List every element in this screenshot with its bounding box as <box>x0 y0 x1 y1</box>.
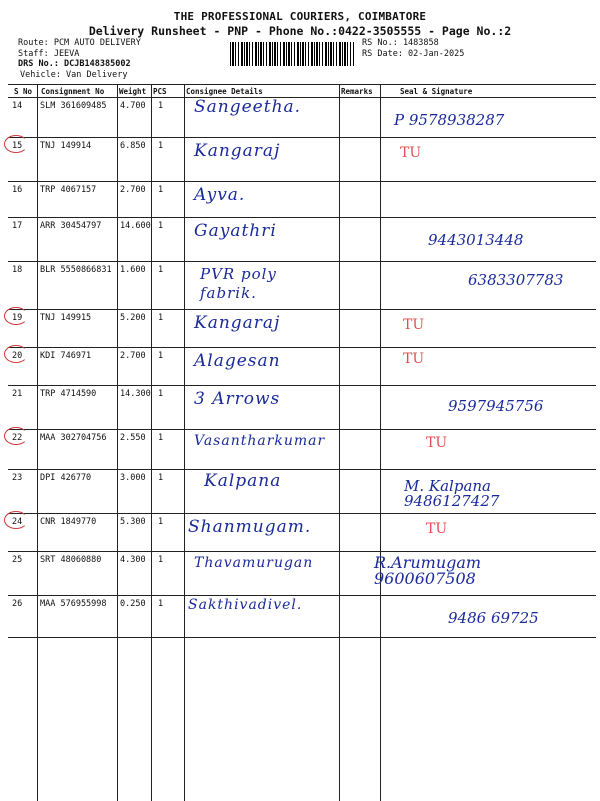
row-weight: 1.600 <box>120 265 146 275</box>
row-pcs: 1 <box>158 473 164 483</box>
row-consignment: SRT 48060880 <box>40 555 102 565</box>
row-weight: 14.600 <box>120 221 151 231</box>
row-sno: 25 <box>12 555 23 565</box>
consignee-name: Sangeetha. <box>194 97 302 117</box>
signature: TU <box>403 351 425 367</box>
row-pcs: 1 <box>158 185 164 195</box>
signature: TU <box>403 317 425 333</box>
row-pcs: 1 <box>158 265 164 275</box>
row-sno: 16 <box>12 185 23 195</box>
table-row <box>8 309 596 348</box>
signature: TU <box>426 521 448 537</box>
row-weight: 5.200 <box>120 313 146 323</box>
consignee-name: Thavamurugan <box>194 555 314 571</box>
signature: TU <box>426 435 448 451</box>
row-consignment: MAA 302704756 <box>40 433 107 443</box>
table-row <box>8 217 596 262</box>
row-consignment: TNJ 149914 <box>40 141 92 151</box>
col-sno: S No <box>14 87 33 96</box>
signature: M. Kalpana 9486127427 <box>404 477 500 510</box>
table-row <box>8 97 596 138</box>
row-pcs: 1 <box>158 351 164 361</box>
consignee-name: Ayva. <box>194 185 246 205</box>
row-pcs: 1 <box>158 599 164 609</box>
row-consignment: MAA 576955998 <box>40 599 107 609</box>
consignee-name: Sakthivadivel. <box>188 597 303 613</box>
consignee-name: PVR poly fabrik. <box>200 265 277 302</box>
consignee-name: Kalpana <box>204 471 282 491</box>
col-pcs: PCS <box>153 87 167 96</box>
row-sno: 14 <box>12 101 23 111</box>
signature: 9486 69725 <box>448 609 539 627</box>
row-consignment: TRP 4714590 <box>40 389 97 399</box>
row-weight: 4.300 <box>120 555 146 565</box>
col-consignment: Consignment No <box>41 87 105 96</box>
row-weight: 6.850 <box>120 141 146 151</box>
rs-date: RS Date: 02-Jan-2025 <box>362 48 465 59</box>
table-row <box>8 595 596 638</box>
row-consignment: DPI 426770 <box>40 473 92 483</box>
table-row <box>8 181 596 218</box>
signature: 6383307783 <box>468 271 564 289</box>
row-consignment: TNJ 149915 <box>40 313 92 323</box>
row-consignment: BLR 5550866831 <box>40 265 112 275</box>
row-pcs: 1 <box>158 517 164 527</box>
signature: R.Arumugam 9600607508 <box>374 553 482 588</box>
row-consignment: KDI 746971 <box>40 351 92 361</box>
signature: 9597945756 <box>448 397 544 415</box>
row-sno: 15 <box>12 141 23 151</box>
row-sno: 17 <box>12 221 23 231</box>
consignee-name: Shanmugam. <box>188 517 312 537</box>
row-pcs: 1 <box>158 389 164 399</box>
row-pcs: 1 <box>158 221 164 231</box>
staff-text: Staff: JEEVA <box>18 48 80 59</box>
row-sno: 23 <box>12 473 23 483</box>
table-row <box>8 429 596 470</box>
runsheet-meta-left <box>18 38 141 80</box>
col-weight: Weight <box>119 87 147 96</box>
consignee-name: Kangaraj <box>194 313 281 333</box>
consignee-name: Kangaraj <box>194 141 281 161</box>
table-row <box>8 469 596 514</box>
route-text: Route: PCM AUTO DELIVERY <box>18 38 141 48</box>
row-weight: 2.700 <box>120 351 146 361</box>
consignee-name: Gayathri <box>194 221 277 241</box>
drs-text: DRS No.: DCJB148385002 <box>18 59 131 69</box>
row-consignment: SLM 361609485 <box>40 101 107 111</box>
row-consignment: CNR 1849770 <box>40 517 97 527</box>
signature: P 9578938287 <box>394 111 505 129</box>
row-weight: 2.700 <box>120 185 146 195</box>
row-pcs: 1 <box>158 555 164 565</box>
col-consignee: Consignee Details <box>186 87 263 96</box>
row-weight: 14.300 <box>120 389 151 399</box>
runsheet-meta-right <box>362 38 464 59</box>
runsheet-table <box>8 84 596 801</box>
row-sno: 19 <box>12 313 23 323</box>
row-consignment: ARR 30454797 <box>40 221 102 231</box>
row-weight: 2.550 <box>120 433 146 443</box>
row-sno: 26 <box>12 599 23 609</box>
runsheet-subtitle: Delivery Runsheet - PNP - Phone No.:0422-3505555 - Page No.:2 <box>88 24 512 38</box>
table-row <box>8 551 596 596</box>
row-pcs: 1 <box>158 313 164 323</box>
signature: 9443013448 <box>428 231 524 249</box>
row-sno: 22 <box>12 433 23 443</box>
row-sno: 20 <box>12 351 23 361</box>
row-weight: 3.000 <box>120 473 146 483</box>
row-weight: 0.250 <box>120 599 146 609</box>
vehicle-text: Vehicle: Van Delivery <box>20 69 128 80</box>
row-consignment: TRP 4067157 <box>40 185 97 195</box>
row-pcs: 1 <box>158 433 164 443</box>
row-weight: 4.700 <box>120 101 146 111</box>
row-sno: 24 <box>12 517 23 527</box>
consignee-name: Alagesan <box>194 351 281 371</box>
barcode-image <box>230 42 354 66</box>
table-row <box>8 137 596 182</box>
col-seal: Seal & Signature <box>400 87 473 96</box>
table-row <box>8 385 596 430</box>
rs-number: RS No.: 1483858 <box>362 38 439 48</box>
row-sno: 18 <box>12 265 23 275</box>
row-sno: 21 <box>12 389 23 399</box>
row-pcs: 1 <box>158 101 164 111</box>
row-weight: 5.300 <box>120 517 146 527</box>
table-row <box>8 347 596 386</box>
table-row <box>8 261 596 310</box>
consignee-name: Vasantharkumar <box>194 433 326 449</box>
col-remarks: Remarks <box>341 87 373 96</box>
company-title: THE PROFESSIONAL COURIERS, COIMBATORE <box>173 10 427 23</box>
row-pcs: 1 <box>158 141 164 151</box>
signature: TU <box>400 145 422 161</box>
consignee-name: 3 Arrows <box>194 389 281 409</box>
table-row <box>8 513 596 552</box>
